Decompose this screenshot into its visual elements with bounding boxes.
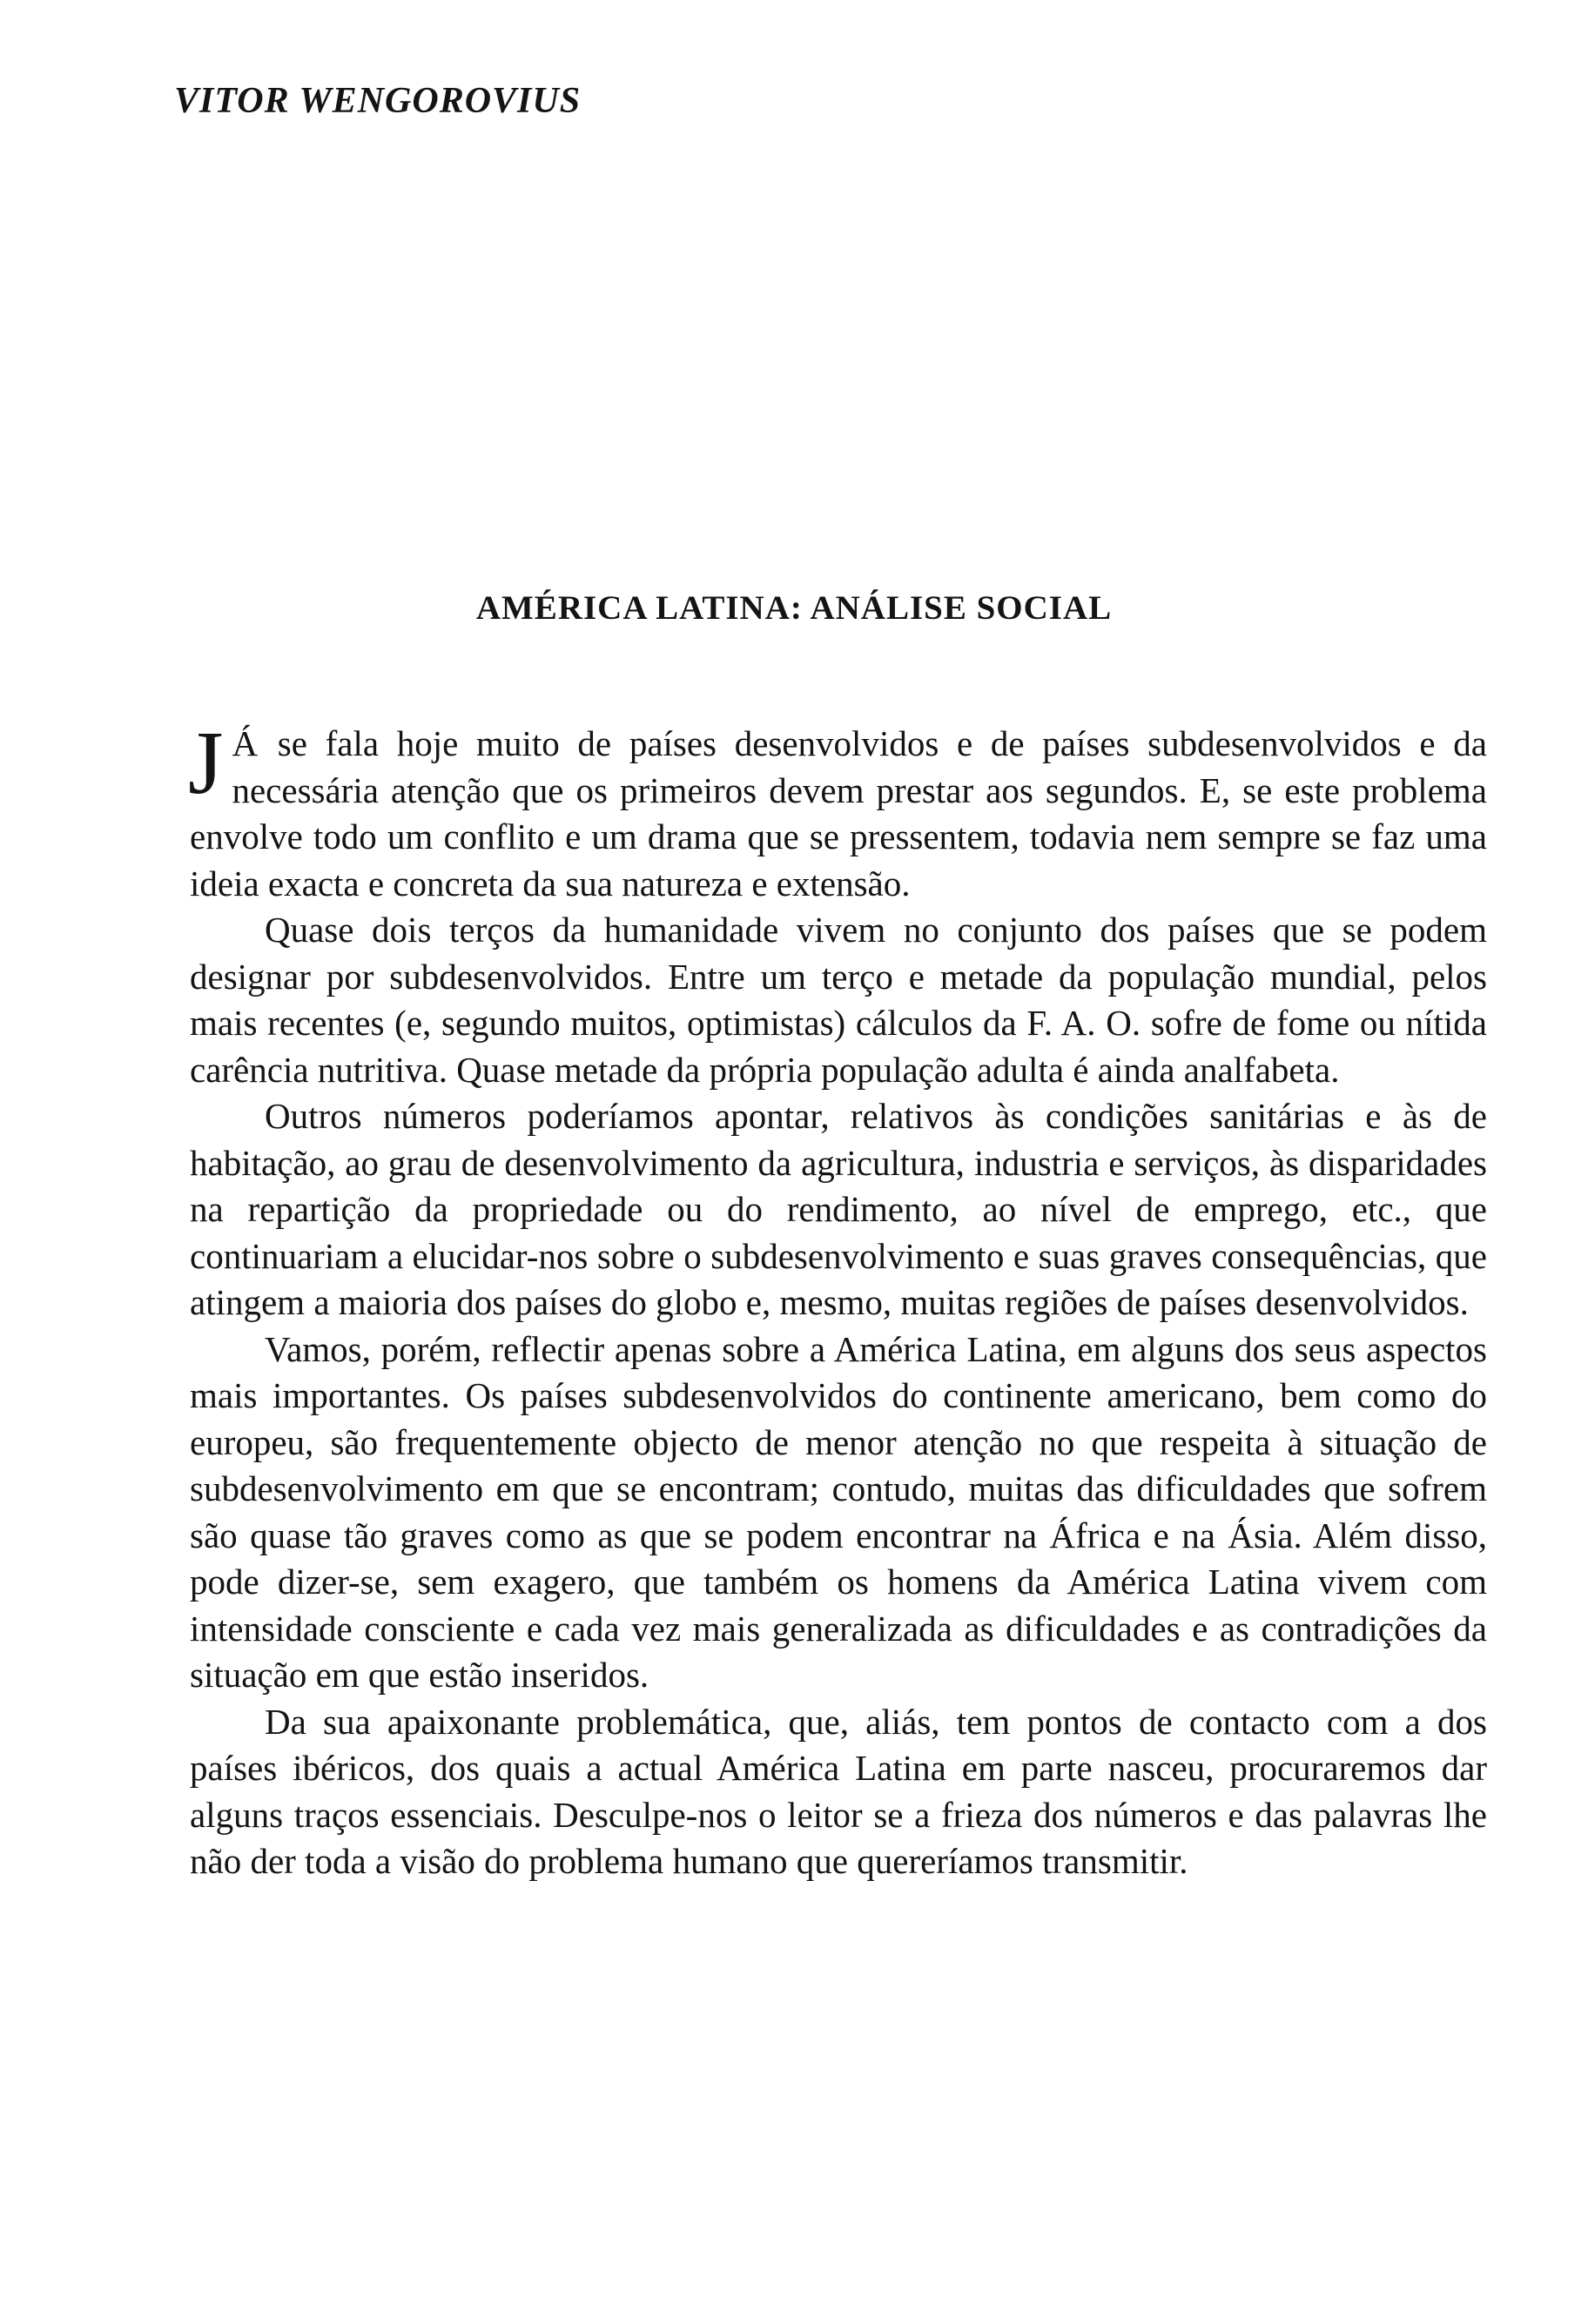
paragraph-1 [188, 713, 1487, 907]
paragraph-2: Quase dois terços da humanidade vivem no conjunto dos países que se podem designar por subdesenvolvidos. Entre um terço e metade da população mundial, pelos mais recentes (e, segundo muitos, optimistas) cálculos da F. A. O. sofre de fome ou nítida carência nutritiva. Quase metade da própria população adulta é ainda analfabeta. [190, 910, 1487, 1090]
paragraph-1-text: se fala hoje muito de países desenvolvidos e de países subdesenvolvidos e da necessária atenção que os primeiros devem prestar aos segundos. E, se este problema envolve todo um conflito e um drama que se pressentem, todavia nem sempre se faz uma ideia exacta e concreta da sua natureza e extensão. [190, 723, 1487, 903]
paragraph-3: Outros números poderíamos apontar, relativos às condições sanitárias e às de habitação, ao grau de desenvolvimento da agricultura, industria e serviços, às disparidades na repartição da propriedade ou do rendimento, ao nível de emprego, etc., que continuariam a elucidar-nos sobre o subdesenvolvimento e suas graves consequências, que atingem a maioria dos países do globo e, mesmo, muitas regiões de países desenvolvidos. [190, 1096, 1487, 1322]
paragraph-4: Vamos, porém, reflectir apenas sobre a América Latina, em alguns dos seus aspectos mais importantes. Os países subdesenvolvidos do continente americano, bem como do europeu, são frequentemente objecto de menor atenção no que respeita à situação de subdesenvolvimento em que se encontram; contudo, muitas das dificuldades que sofrem são quase tão graves como as que se podem encontrar na África e na Ásia. Além disso, pode dizer-se, sem exagero, que também os homens da América Latina vivem com intensidade consciente e cada vez mais generalizada as dificuldades e as contradições da situação em que estão inseridos. [190, 1328, 1487, 1695]
lead-caps: Á [232, 723, 260, 763]
running-head-author: VITOR WENGOROVIUS [174, 81, 582, 121]
drop-cap: J [188, 713, 224, 813]
paragraph-5: Da sua apaixonante problemática, que, aliás, tem pontos de contacto com a dos países ibéricos, dos quais a actual América Latina em parte nasceu, procuraremos dar alguns traços essenciais. Desculpe-nos o leitor se a frieza dos números e das palavras lhe não der toda a visão do problema humano que quereríamos transmitir. [190, 1701, 1487, 1881]
article-body [188, 713, 1487, 1885]
article-title: AMÉRICA LATINA: ANÁLISE SOCIAL [475, 589, 1113, 627]
